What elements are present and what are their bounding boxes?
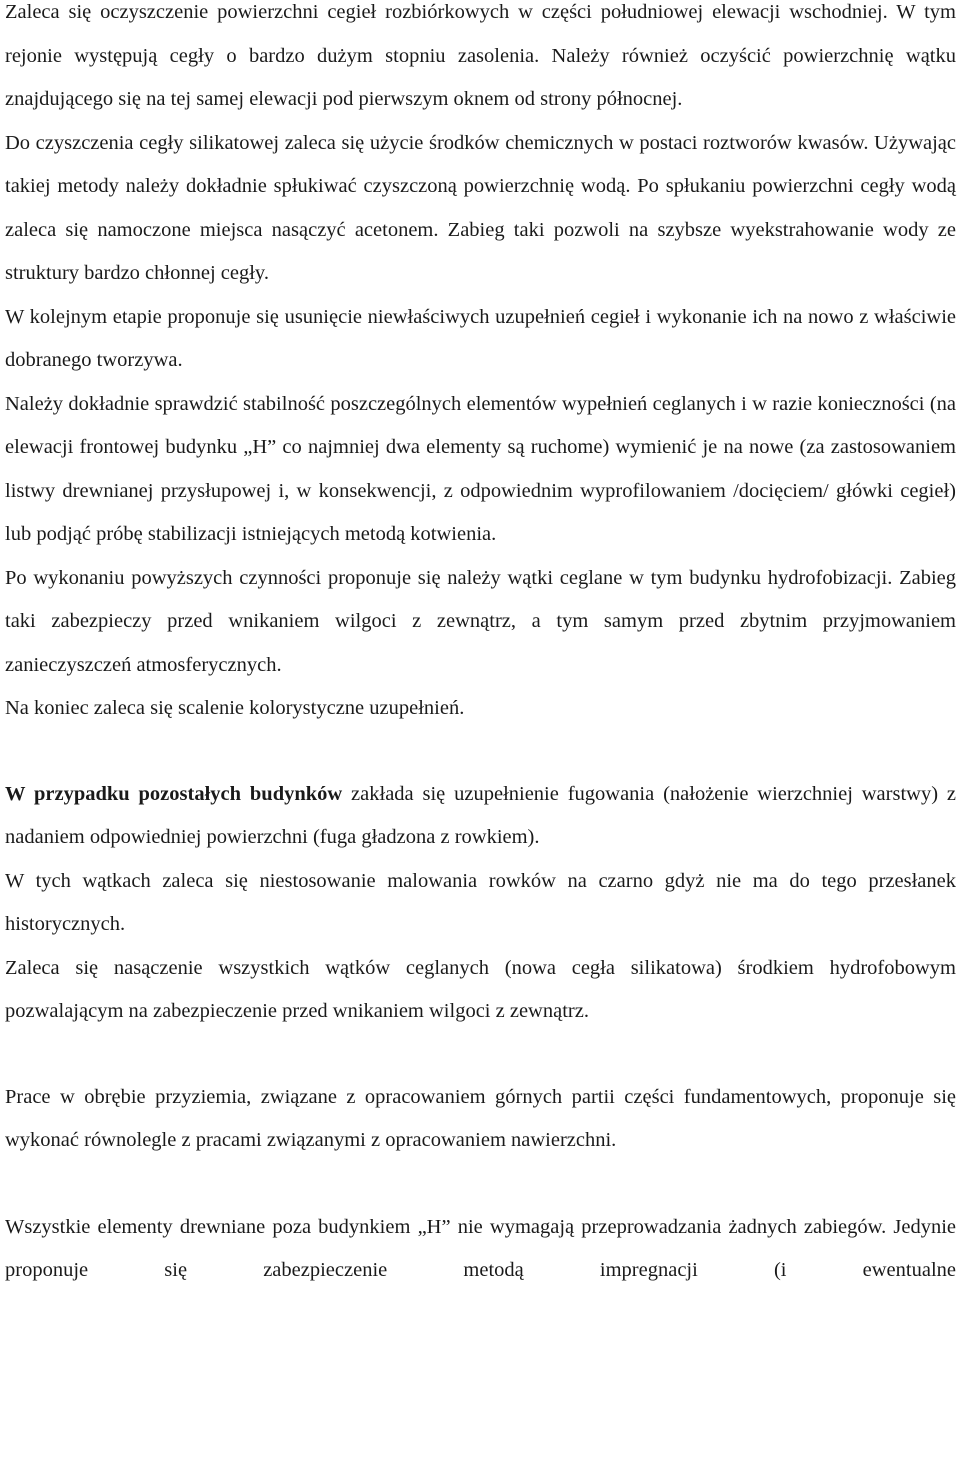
paragraph-11: Wszystkie elementy drewniane poza budynkiem „H” nie wymagają przeprowadzania żadnych zabiegów. Jedynie proponuje się zabezpieczenie metodą impregnacji (i ewentualne [5, 1215, 956, 1281]
paragraph-8: W tych wątkach zaleca się niestosowanie malowania rowków na czarno gdyż nie ma do tego przesłanek historycznych. [5, 869, 956, 935]
paragraph-5: Po wykonaniu powyższych czynności proponuje się należy wątki ceglane w tym budynku hydrofobizacji. Zabieg taki zabezpieczy przed wnikaniem wilgoci z zewnątrz, a tym samym przed zbytnim przyjmowaniem zanieczyszczeń atmosferycznych. [5, 566, 956, 676]
paragraph-1: Zaleca się oczyszczenie powierzchni cegieł rozbiórkowych w części południowej elewacji wschodniej. W tym rejonie występują cegły o bardzo dużym stopniu zasolenia. Należy również oczyścić powierzchnię wątku znajdującego się na tej samej elewacji pod pierwszym oknem od strony północnej. [5, 1, 956, 110]
document-page [5, 0, 956, 1302]
paragraph-7 [5, 773, 956, 860]
document-body [5, 0, 956, 1293]
paragraph-7-text: zakłada się uzupełnienie fugowania (nałożenie wierzchniej warstwy) z nadaniem odpowiedniej powierzchni (fuga gładzona z rowkiem). [5, 782, 956, 848]
paragraph-3: W kolejnym etapie proponuje się usunięcie niewłaściwych uzupełnień cegieł i wykonanie ich na nowo z właściwie dobranego tworzywa. [5, 305, 956, 371]
paragraph-2: Do czyszczenia cegły silikatowej zaleca się użycie środków chemicznych w postaci roztworów kwasów. Używając takiej metody należy dokładnie spłukiwać czyszczoną powierzchnię wodą. Po spłukaniu powierzchni cegły wodą zaleca się namoczone miejsca nasączyć acetonem. Zabieg taki pozwoli na szybsze wyekstrahowanie wody ze struktury bardzo chłonnej cegły. [5, 131, 956, 284]
paragraph-7-lead: W przypadku pozostałych budynków [5, 782, 343, 805]
paragraph-10: Prace w obrębie przyziemia, związane z opracowaniem górnych partii części fundamentowych, proponuje się wykonać równolegle z pracami związanymi z opracowaniem nawierzchni. [5, 1085, 956, 1151]
paragraph-9: Zaleca się nasączenie wszystkich wątków ceglanych (nowa cegła silikatowa) środkiem hydrofobowym pozwalającym na zabezpieczenie przed wnikaniem wilgoci z zewnątrz. [5, 956, 956, 1022]
paragraph-6: Na koniec zaleca się scalenie kolorystyczne uzupełnień. [5, 697, 465, 719]
paragraph-4: Należy dokładnie sprawdzić stabilność poszczególnych elementów wypełnień ceglanych i w razie konieczności (na elewacji frontowej budynku „H” co najmniej dwa elementy są ruchome) wymienić je na nowe (za zastosowaniem listwy drewnianej przysłupowej i, w konsekwencji, z odpowiednim wyprofilowaniem /docięciem/ główki cegieł) lub podjąć próbę stabilizacji istniejących metodą kotwienia. [5, 392, 956, 545]
